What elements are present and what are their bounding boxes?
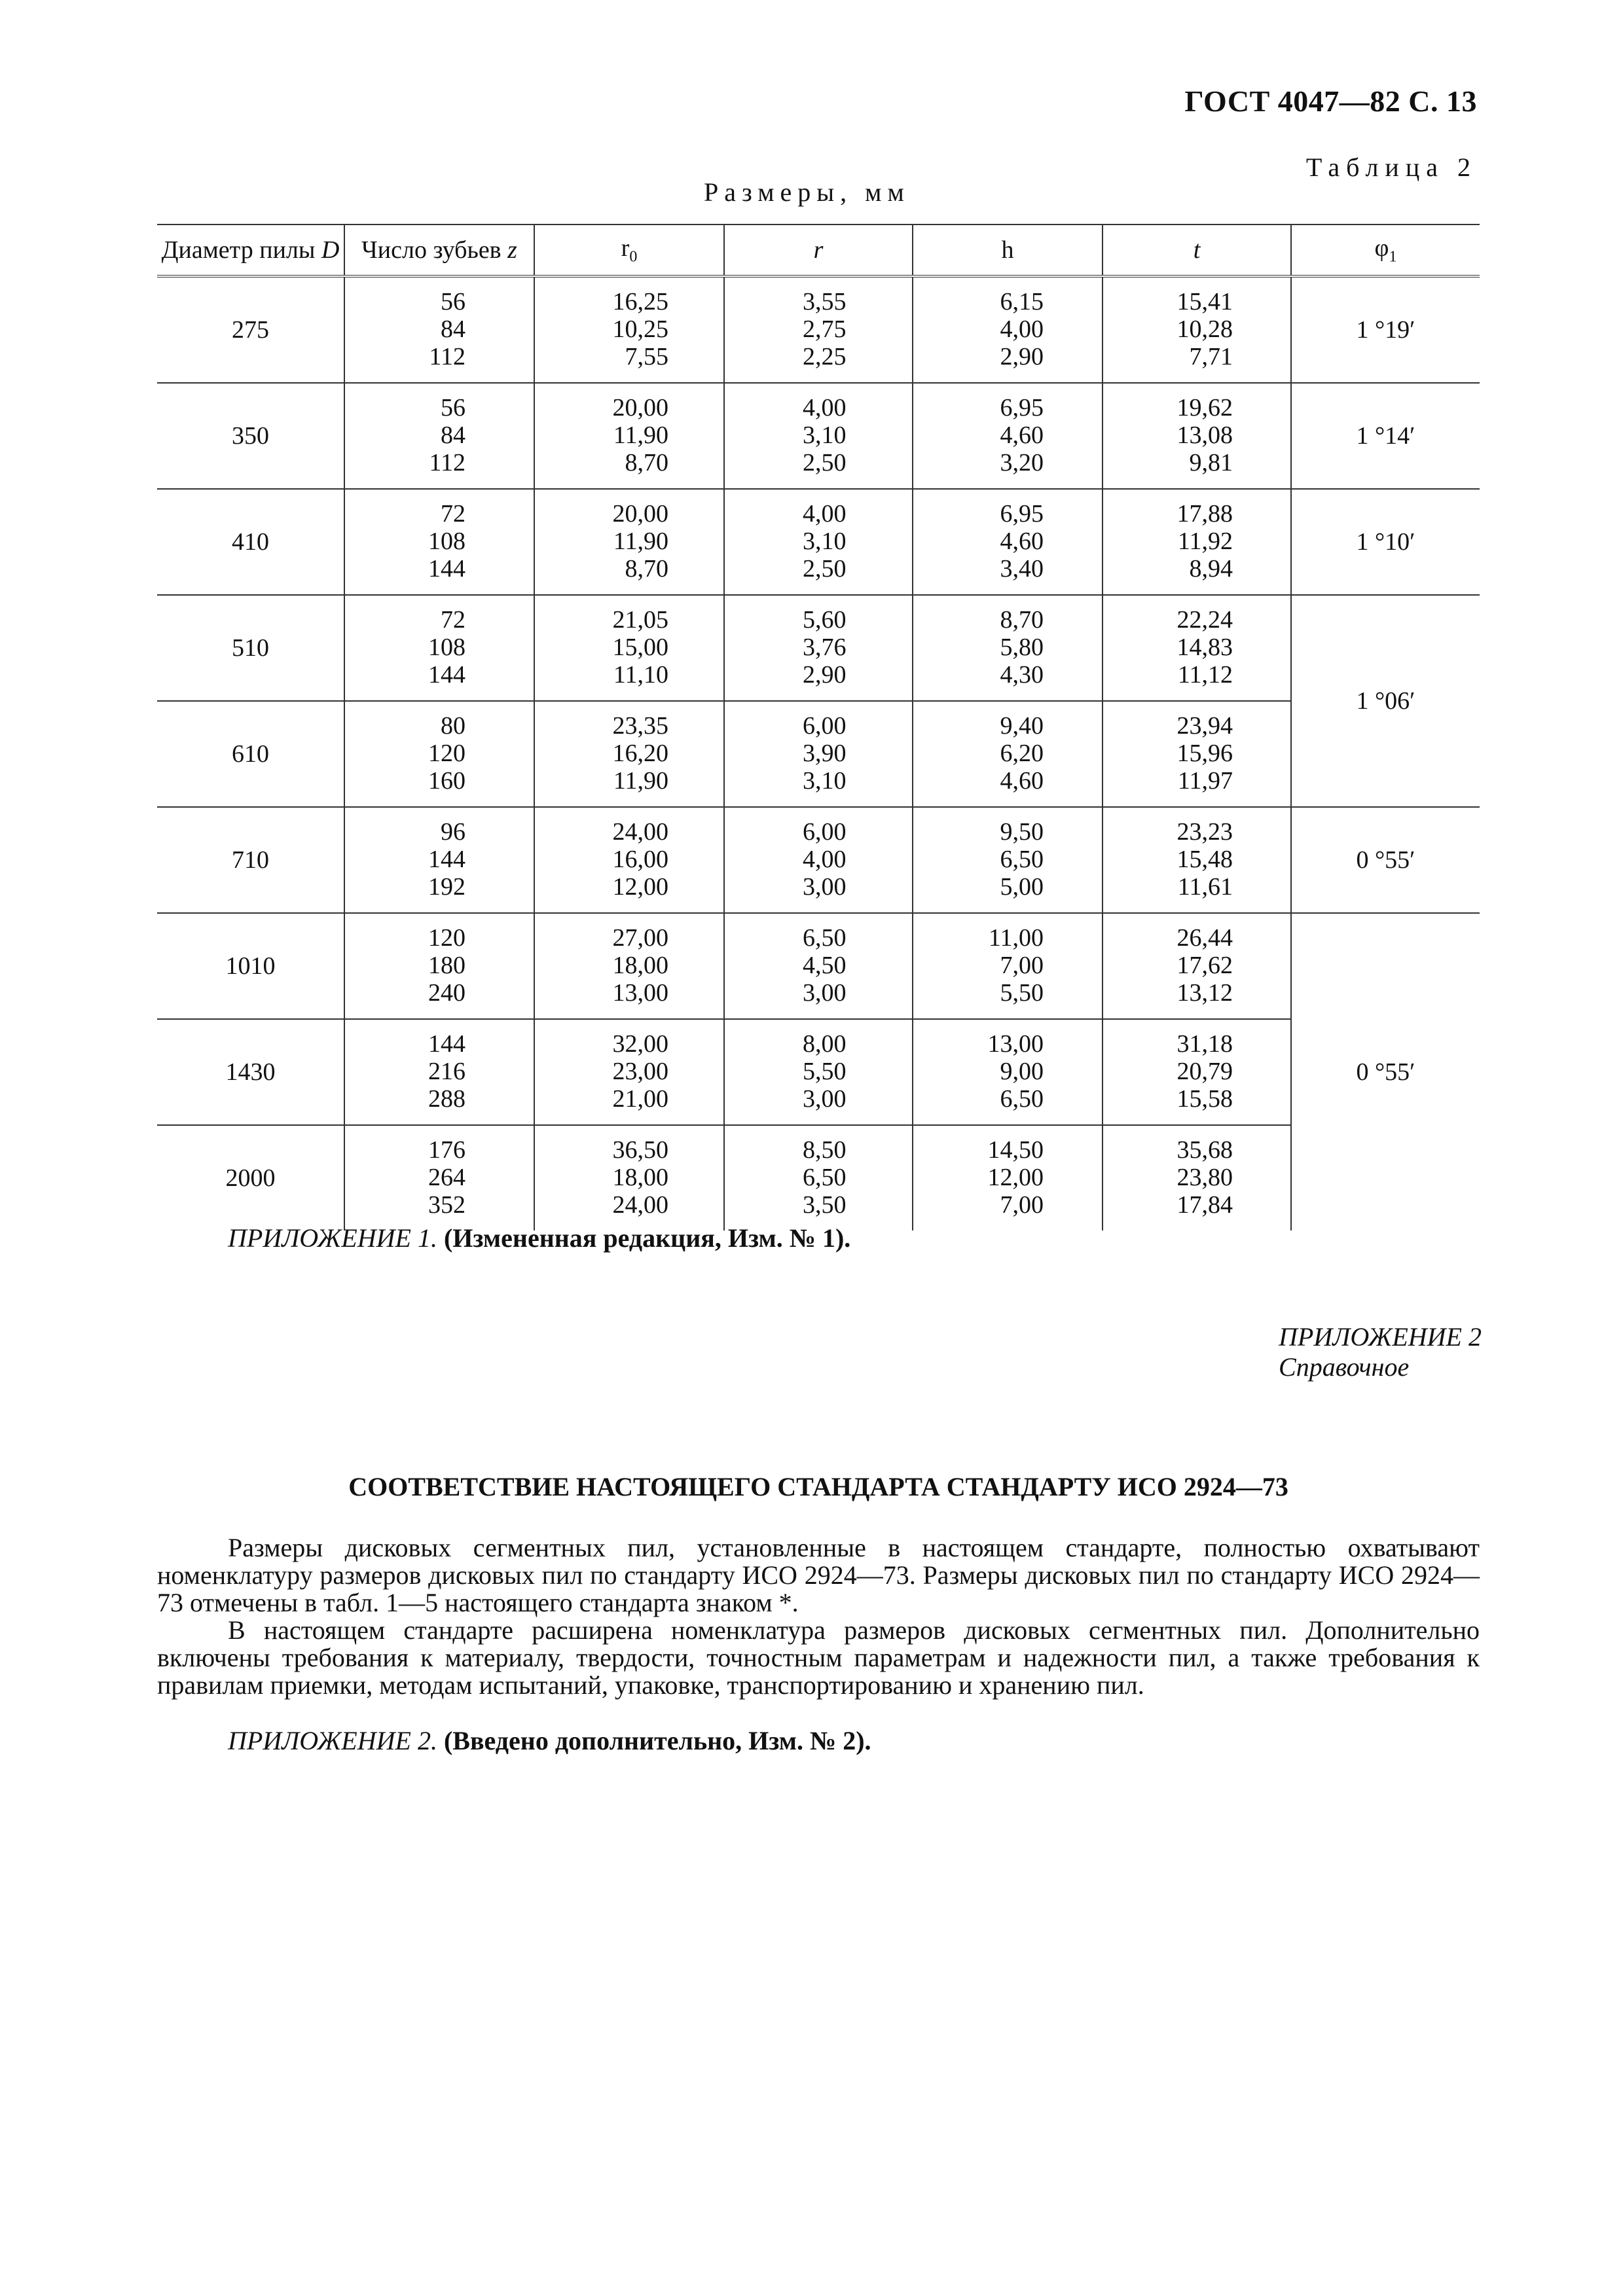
z-value: 120 <box>428 740 465 767</box>
r0-cell <box>534 595 724 701</box>
page-header: ГОСТ 4047—82 С. 13 <box>1184 84 1477 118</box>
h-value: 4,60 <box>1000 528 1044 555</box>
table-label: Таблица 2 <box>1305 152 1477 182</box>
h-value: 9,40 <box>1000 712 1044 740</box>
t-value: 15,48 <box>1176 846 1233 873</box>
t-value: 13,12 <box>1176 979 1233 1007</box>
r0-value: 7,55 <box>625 343 668 370</box>
z-value: 144 <box>428 846 465 873</box>
t-value: 20,79 <box>1176 1058 1233 1085</box>
z-value: 288 <box>428 1085 465 1113</box>
t-value: 14,83 <box>1176 634 1233 661</box>
h-value: 9,00 <box>1000 1058 1044 1085</box>
r0-value: 21,05 <box>612 606 668 634</box>
r0-value: 20,00 <box>612 394 668 422</box>
z-cell <box>344 913 534 1019</box>
r0-cell <box>534 1019 724 1125</box>
t-cell <box>1103 701 1291 807</box>
r0-value: 27,00 <box>612 924 668 952</box>
diameter-cell: 1430 <box>157 1019 344 1125</box>
t-value: 11,12 <box>1177 661 1233 689</box>
r-cell <box>724 489 913 595</box>
table-row <box>157 276 1480 383</box>
t-value: 10,28 <box>1176 315 1233 343</box>
t-cell <box>1103 1019 1291 1125</box>
r-value: 3,00 <box>803 873 847 901</box>
r0-value: 13,00 <box>612 979 668 1007</box>
z-cell <box>344 383 534 489</box>
h-value: 6,15 <box>1000 288 1044 315</box>
t-cell <box>1103 489 1291 595</box>
appendix-2-subtitle: Справочное <box>1279 1352 1410 1382</box>
r-value: 3,76 <box>803 634 847 661</box>
table-header-row <box>157 224 1480 276</box>
z-value: 112 <box>429 449 465 476</box>
h-value: 7,00 <box>1000 952 1044 979</box>
r-cell <box>724 701 913 807</box>
h-value: 2,90 <box>1000 343 1044 370</box>
table-units: Размеры, мм <box>704 177 910 207</box>
r0-cell <box>534 489 724 595</box>
phi-cell: 0 °55′ <box>1291 913 1480 1230</box>
r0-value: 18,00 <box>612 1164 668 1191</box>
col-header-teeth: Число зубьев z <box>344 224 534 276</box>
z-value: 144 <box>428 1030 465 1058</box>
r-value: 2,90 <box>803 661 847 689</box>
r0-value: 16,20 <box>612 740 668 767</box>
z-cell <box>344 807 534 913</box>
diameter-cell: 510 <box>157 595 344 701</box>
diameter-cell: 1010 <box>157 913 344 1019</box>
h-cell <box>913 383 1103 489</box>
t-value: 11,97 <box>1177 767 1233 795</box>
col-header-r: r <box>724 224 913 276</box>
h-value: 3,20 <box>1000 449 1044 476</box>
r0-cell <box>534 807 724 913</box>
r-value: 6,00 <box>803 712 847 740</box>
col-header-r0: $r_0$ <box>534 224 724 276</box>
r-value: 2,50 <box>803 555 847 583</box>
z-value: 120 <box>428 924 465 952</box>
t-value: 22,24 <box>1176 606 1233 634</box>
z-value: 160 <box>428 767 465 795</box>
t-cell <box>1103 807 1291 913</box>
t-cell <box>1103 913 1291 1019</box>
t-value: 23,80 <box>1176 1164 1233 1191</box>
t-value: 13,08 <box>1176 422 1233 449</box>
t-value: 35,68 <box>1176 1136 1233 1164</box>
t-value: 31,18 <box>1176 1030 1233 1058</box>
r0-value: 24,00 <box>612 818 668 846</box>
r-value: 4,50 <box>803 952 847 979</box>
r0-value: 12,00 <box>612 873 668 901</box>
phi-cell: 1 °10′ <box>1291 489 1480 595</box>
h-value: 6,20 <box>1000 740 1044 767</box>
z-value: 176 <box>428 1136 465 1164</box>
table-row <box>157 489 1480 595</box>
h-cell <box>913 701 1103 807</box>
r-cell <box>724 1125 913 1230</box>
paragraph-1: Размеры дисковых сегментных пил, установленные в настоящем стандарте, полностью охватывают номенклатуру размеров дисковых пил по стандарту ИСО 2924—73. Размеры дисковых пил по стандарту ИСО 2924—73 отмечены в табл. 1—5 настоящего стандарта знаком *. <box>157 1533 1480 1617</box>
r0-value: 16,25 <box>612 288 668 315</box>
t-value: 15,41 <box>1176 288 1233 315</box>
z-value: 192 <box>428 873 465 901</box>
diameter-cell: 350 <box>157 383 344 489</box>
z-value: 108 <box>428 634 465 661</box>
t-cell <box>1103 1125 1291 1230</box>
r-cell <box>724 1019 913 1125</box>
r-cell <box>724 383 913 489</box>
col-header-h: h <box>913 224 1103 276</box>
r0-value: 23,00 <box>612 1058 668 1085</box>
r-value: 2,75 <box>803 315 847 343</box>
table-row <box>157 1019 1480 1125</box>
t-value: 23,23 <box>1176 818 1233 846</box>
z-value: 84 <box>441 422 465 449</box>
diameter-cell: 710 <box>157 807 344 913</box>
table-row <box>157 913 1480 1019</box>
r-value: 5,60 <box>803 606 847 634</box>
h-cell <box>913 489 1103 595</box>
table-row <box>157 1125 1480 1230</box>
h-value: 6,95 <box>1000 500 1044 528</box>
z-cell <box>344 1125 534 1230</box>
appendix-2-note: ПРИЛОЖЕНИЕ 2. (Введено дополнительно, Изм. № 2). <box>228 1726 871 1755</box>
r-value: 3,00 <box>803 979 847 1007</box>
diameter-cell: 275 <box>157 276 344 383</box>
r0-value: 11,90 <box>613 422 668 449</box>
r-value: 2,50 <box>803 449 847 476</box>
r0-cell <box>534 701 724 807</box>
h-value: 3,40 <box>1000 555 1044 583</box>
t-value: 26,44 <box>1176 924 1233 952</box>
diameter-cell: 410 <box>157 489 344 595</box>
r-value: 5,50 <box>803 1058 847 1085</box>
z-value: 112 <box>429 343 465 370</box>
h-value: 5,50 <box>1000 979 1044 1007</box>
r-value: 3,00 <box>803 1085 847 1113</box>
t-value: 15,96 <box>1176 740 1233 767</box>
r-value: 3,55 <box>803 288 847 315</box>
h-cell <box>913 807 1103 913</box>
r0-value: 11,10 <box>613 661 668 689</box>
t-value: 7,71 <box>1189 343 1233 370</box>
h-value: 9,50 <box>1000 818 1044 846</box>
z-value: 180 <box>428 952 465 979</box>
h-value: 4,00 <box>1000 315 1044 343</box>
t-value: 11,92 <box>1177 528 1233 555</box>
t-cell <box>1103 595 1291 701</box>
col-header-phi: $\varphi_1$ <box>1291 224 1480 276</box>
r-value: 2,25 <box>803 343 847 370</box>
phi-cell: 0 °55′ <box>1291 807 1480 913</box>
z-cell <box>344 276 534 383</box>
paragraph-2: В настоящем стандарте расширена номенклатура размеров дисковых сегментных пил. Дополнительно включены требования к материалу, твердости, точностным параметрам и надежности пил, а также требования к правилам приемки, методам испытаний, упаковке, транспортированию и хранению пил. <box>157 1615 1480 1700</box>
r-value: 3,90 <box>803 740 847 767</box>
r0-value: 11,90 <box>613 767 668 795</box>
table-row <box>157 701 1480 807</box>
phi-cell: 1 °14′ <box>1291 383 1480 489</box>
z-value: 144 <box>428 661 465 689</box>
z-value: 216 <box>428 1058 465 1085</box>
col-header-t: t <box>1103 224 1291 276</box>
h-value: 4,60 <box>1000 767 1044 795</box>
z-value: 56 <box>441 288 465 315</box>
z-value: 144 <box>428 555 465 583</box>
t-value: 15,58 <box>1176 1085 1233 1113</box>
h-cell <box>913 1125 1103 1230</box>
h-cell <box>913 276 1103 383</box>
r-cell <box>724 807 913 913</box>
phi-cell: 1 °19′ <box>1291 276 1480 383</box>
r-value: 4,00 <box>803 394 847 422</box>
t-value: 19,62 <box>1176 394 1233 422</box>
r-cell <box>724 595 913 701</box>
r0-value: 10,25 <box>612 315 668 343</box>
r0-value: 8,70 <box>625 555 668 583</box>
h-cell <box>913 1019 1103 1125</box>
z-value: 56 <box>441 394 465 422</box>
table-row <box>157 595 1480 701</box>
table-row <box>157 807 1480 913</box>
dimensions-table <box>157 224 1480 1230</box>
r-cell <box>724 913 913 1019</box>
h-value: 13,00 <box>987 1030 1044 1058</box>
diameter-cell: 610 <box>157 701 344 807</box>
r0-value: 36,50 <box>612 1136 668 1164</box>
h-value: 5,00 <box>1000 873 1044 901</box>
r0-value: 16,00 <box>612 846 668 873</box>
h-value: 11,00 <box>988 924 1044 952</box>
z-value: 80 <box>441 712 465 740</box>
r-value: 8,00 <box>803 1030 847 1058</box>
z-value: 108 <box>428 528 465 555</box>
r0-value: 21,00 <box>612 1085 668 1113</box>
appendix-2-title: ПРИЛОЖЕНИЕ 2 <box>1279 1322 1482 1352</box>
h-cell <box>913 913 1103 1019</box>
z-value: 264 <box>428 1164 465 1191</box>
r-value: 3,10 <box>803 767 847 795</box>
h-value: 6,50 <box>1000 846 1044 873</box>
h-value: 4,60 <box>1000 422 1044 449</box>
r-value: 8,50 <box>803 1136 847 1164</box>
appendix-2-heading <box>1279 1322 1482 1382</box>
r-value: 4,00 <box>803 846 847 873</box>
t-cell <box>1103 276 1291 383</box>
r0-cell <box>534 1125 724 1230</box>
h-value: 8,70 <box>1000 606 1044 634</box>
r0-value: 24,00 <box>612 1191 668 1219</box>
h-value: 14,50 <box>987 1136 1044 1164</box>
h-value: 7,00 <box>1000 1191 1044 1219</box>
appendix-1-note: ПРИЛОЖЕНИЕ 1. (Измененная редакция, Изм. № 1). <box>228 1223 851 1253</box>
z-value: 352 <box>428 1191 465 1219</box>
z-cell <box>344 701 534 807</box>
z-cell <box>344 489 534 595</box>
r0-value: 23,35 <box>612 712 668 740</box>
h-value: 12,00 <box>987 1164 1044 1191</box>
r0-value: 18,00 <box>612 952 668 979</box>
r-value: 6,50 <box>803 1164 847 1191</box>
r0-value: 32,00 <box>612 1030 668 1058</box>
r0-value: 8,70 <box>625 449 668 476</box>
t-value: 23,94 <box>1176 712 1233 740</box>
h-value: 6,50 <box>1000 1085 1044 1113</box>
r0-cell <box>534 913 724 1019</box>
t-value: 17,88 <box>1176 500 1233 528</box>
h-value: 4,30 <box>1000 661 1044 689</box>
r-value: 6,50 <box>803 924 847 952</box>
diameter-cell: 2000 <box>157 1125 344 1230</box>
t-value: 11,61 <box>1177 873 1233 901</box>
table-row <box>157 383 1480 489</box>
r-value: 3,10 <box>803 422 847 449</box>
r0-cell <box>534 276 724 383</box>
t-value: 9,81 <box>1189 449 1233 476</box>
r-value: 6,00 <box>803 818 847 846</box>
r-value: 3,50 <box>803 1191 847 1219</box>
r-cell <box>724 276 913 383</box>
h-value: 5,80 <box>1000 634 1044 661</box>
h-cell <box>913 595 1103 701</box>
z-value: 72 <box>441 606 465 634</box>
r-value: 4,00 <box>803 500 847 528</box>
r0-value: 15,00 <box>612 634 668 661</box>
z-value: 72 <box>441 500 465 528</box>
t-value: 17,84 <box>1176 1191 1233 1219</box>
z-value: 96 <box>441 818 465 846</box>
r-value: 3,10 <box>803 528 847 555</box>
t-value: 8,94 <box>1189 555 1233 583</box>
section-title: СООТВЕТСТВИЕ НАСТОЯЩЕГО СТАНДАРТА СТАНДАРТУ ИСО 2924—73 <box>348 1472 1288 1501</box>
phi-cell: 1 °06′ <box>1291 595 1480 807</box>
r0-cell <box>534 383 724 489</box>
z-cell <box>344 595 534 701</box>
h-value: 6,95 <box>1000 394 1044 422</box>
z-value: 240 <box>428 979 465 1007</box>
t-cell <box>1103 383 1291 489</box>
section-body <box>157 1534 1480 1699</box>
col-header-diameter: Диаметр пилы D <box>157 224 344 276</box>
r0-value: 20,00 <box>612 500 668 528</box>
z-value: 84 <box>441 315 465 343</box>
t-value: 17,62 <box>1176 952 1233 979</box>
z-cell <box>344 1019 534 1125</box>
r0-value: 11,90 <box>613 528 668 555</box>
